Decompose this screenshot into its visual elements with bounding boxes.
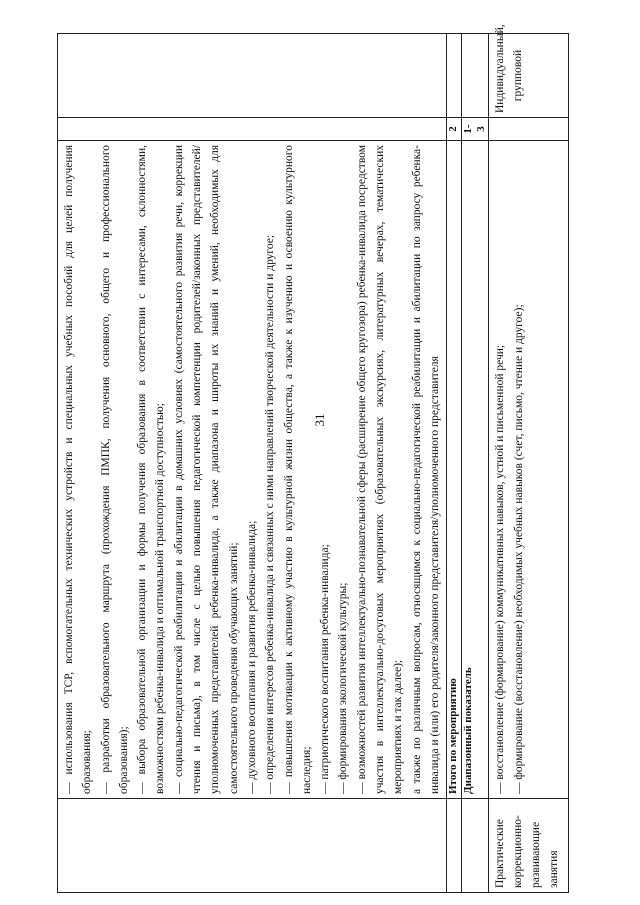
empty-cell: [447, 34, 462, 118]
empty-cell: [489, 118, 569, 141]
activity-title: Практические коррекционно-развивающие занятия: [489, 799, 569, 893]
list-item: — восстановление (формирование) коммуникативных навыков, устной и письменной речи;: [494, 344, 507, 794]
totals-value: 2: [447, 118, 462, 141]
list-item: — формирование (восстановление) необходимых учебных навыков (счет, письмо, чтение и другое);: [512, 304, 525, 794]
activity-items-cell: [489, 141, 569, 799]
list-item: — духовного воспитания и развития ребенка-инвалида;: [245, 520, 258, 794]
program-table: [57, 24, 569, 893]
range-row: [462, 34, 489, 893]
range-value: 1-3: [462, 118, 489, 141]
range-label: Диапазонный показатель: [462, 141, 489, 799]
list-item: — определения интересов ребенка-инвалида и связанных с ними направлений творческой деятельности и другое;: [264, 234, 277, 794]
consultation-topics-cell: [58, 141, 447, 799]
table-row: [489, 34, 569, 893]
totals-row: [447, 34, 462, 893]
list-item: — патриотического воспитания ребенка-инвалида;: [319, 544, 332, 794]
table-row: [58, 34, 447, 893]
list-item: — социально-педагогической реабилитации и абилитации в домашних условиях (самостоятельного развития речи, коррекции чтения и письма), в том числе с целью повышения педагогической компетенции родителей/законных представителей/уполномоченных представителей ребенка-инвалида, а также диапазона и широты их знаний и умений, необходимых для самостоятельного проведения обучающих занятий;: [172, 145, 240, 794]
empty-cell: [447, 799, 462, 893]
empty-cell: [462, 34, 489, 118]
totals-label: Итого по мероприятию: [447, 141, 462, 799]
list-item: — разработки образовательного маршрута (прохождения ПМПК, получения основного, общего и профессионального образования);: [99, 145, 130, 794]
list-item: а также по различным вопросам, относящимся к социально-педагогической реабилитации и абилитации по запросу ребенка-инвалида и (или) его родителя/законного представителя/уполномоченного представителя: [410, 145, 441, 794]
list-item: — использования ТСР, вспомогательных технических устройств и специальных учебных пособий для целей получения образования;: [63, 145, 94, 794]
list-item: — формирования экологической культуры;: [337, 582, 350, 794]
list-item: — возможностей развития интеллектуально-познавательной сферы (расширение общего кругозора) ребенка-инвалида посредством участия в интеллектуально-досуговых мероприятиях (образовательных экскурсиях, литературных вечерах, тематических мероприятиях и так далее);: [355, 145, 405, 794]
rotated-table-container: [57, 24, 569, 893]
page-number: 31: [312, 413, 327, 427]
list-item: — выбора образовательной организации и формы получения образования в соответствии с интересами, склонностями, возможностями ребенка-инвалида и оптимальной транспортной доступностью;: [136, 145, 167, 794]
empty-cell: [58, 799, 447, 893]
list-item: — повышения мотивации к активному участию в культурной жизни общества, а также к изучению и освоению культурного наследия;: [282, 145, 313, 794]
activity-form: Индивидуальный, групповой: [489, 34, 569, 118]
empty-cell: [58, 118, 447, 141]
empty-cell: [58, 34, 447, 118]
empty-cell: [462, 799, 489, 893]
